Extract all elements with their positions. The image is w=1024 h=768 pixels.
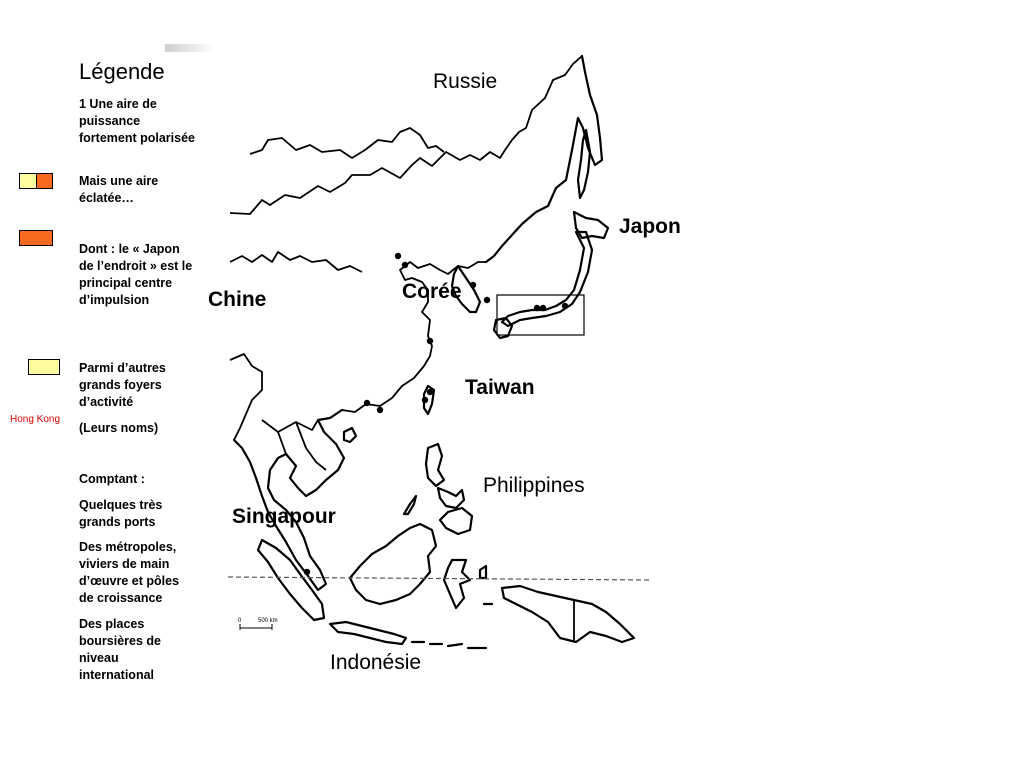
label-taiwan: Taiwan [465, 376, 535, 399]
port-dot [540, 305, 546, 311]
legend-item-3: Dont : le « Japon de l’endroit » est le principal centre d’impulsion [79, 242, 193, 307]
philippines-visayas [438, 488, 464, 508]
legend-item-5: (Leurs noms) [79, 421, 159, 435]
indochina-coast [234, 410, 344, 590]
legend-hong-kong-sample: Hong Kong [10, 414, 61, 425]
legend-swatch-yellow [28, 359, 60, 375]
label-indonesie: Indonésie [330, 651, 422, 674]
japan-honshu [502, 232, 592, 326]
sulawesi-coast [444, 560, 470, 608]
legend-item-9: Des places boursières de niveau international [79, 617, 161, 682]
port-dot [470, 282, 476, 288]
legend-item-2: Mais une aire éclatée… [79, 174, 159, 205]
java-coast [330, 622, 406, 644]
legend-title: Légende [79, 59, 165, 84]
lesser-sunda [412, 642, 486, 648]
port-dot [534, 305, 540, 311]
china-west-border [230, 252, 362, 272]
legend-swatch-yellow-small [19, 173, 37, 189]
port-dot [304, 569, 310, 575]
label-japon: Japon [619, 215, 681, 238]
new-guinea-coast [502, 586, 634, 642]
port-dot [484, 297, 490, 303]
legend-swatch-orange [19, 230, 53, 246]
moluccas [480, 566, 492, 604]
port-dot [427, 338, 433, 344]
sakhalin-coast [578, 130, 590, 198]
port-dot [364, 400, 370, 406]
label-russie: Russie [433, 70, 498, 93]
port-dot [395, 253, 401, 259]
legend-swatch-orange-small [36, 173, 53, 189]
label-coree: Corée [402, 280, 462, 303]
legend-item-7: Quelques très grands ports [79, 498, 163, 529]
borneo-coast [350, 524, 436, 604]
legend-item-1: 1 Une aire de puissance fortement polarisée [79, 97, 196, 145]
port-dot [427, 389, 433, 395]
burma-border [230, 354, 262, 440]
scale-bar-zero: 0 [238, 618, 242, 624]
label-philippines: Philippines [483, 474, 585, 497]
hainan-coast [344, 428, 356, 442]
equator-line [228, 577, 652, 580]
russia-border [230, 56, 582, 214]
label-chine: Chine [208, 288, 267, 311]
port-dot [562, 303, 568, 309]
japan-hokkaido [574, 212, 608, 238]
legend-item-8: Des métropoles, viviers de main d’œuvre et pôles de croissance [79, 540, 180, 605]
port-dot [377, 407, 383, 413]
port-dot [402, 262, 408, 268]
port-dot [422, 397, 428, 403]
legend-item-4: Parmi d’autres grands foyers d’activité [79, 361, 166, 409]
scale-bar-distance: 500 km [258, 618, 278, 624]
mongolia-border [250, 128, 444, 158]
label-singapour: Singapour [232, 505, 336, 528]
philippines-mindanao [440, 508, 472, 534]
legend-item-6: Comptant : [79, 472, 145, 486]
palawan [404, 496, 416, 514]
philippines-luzon [426, 444, 444, 486]
